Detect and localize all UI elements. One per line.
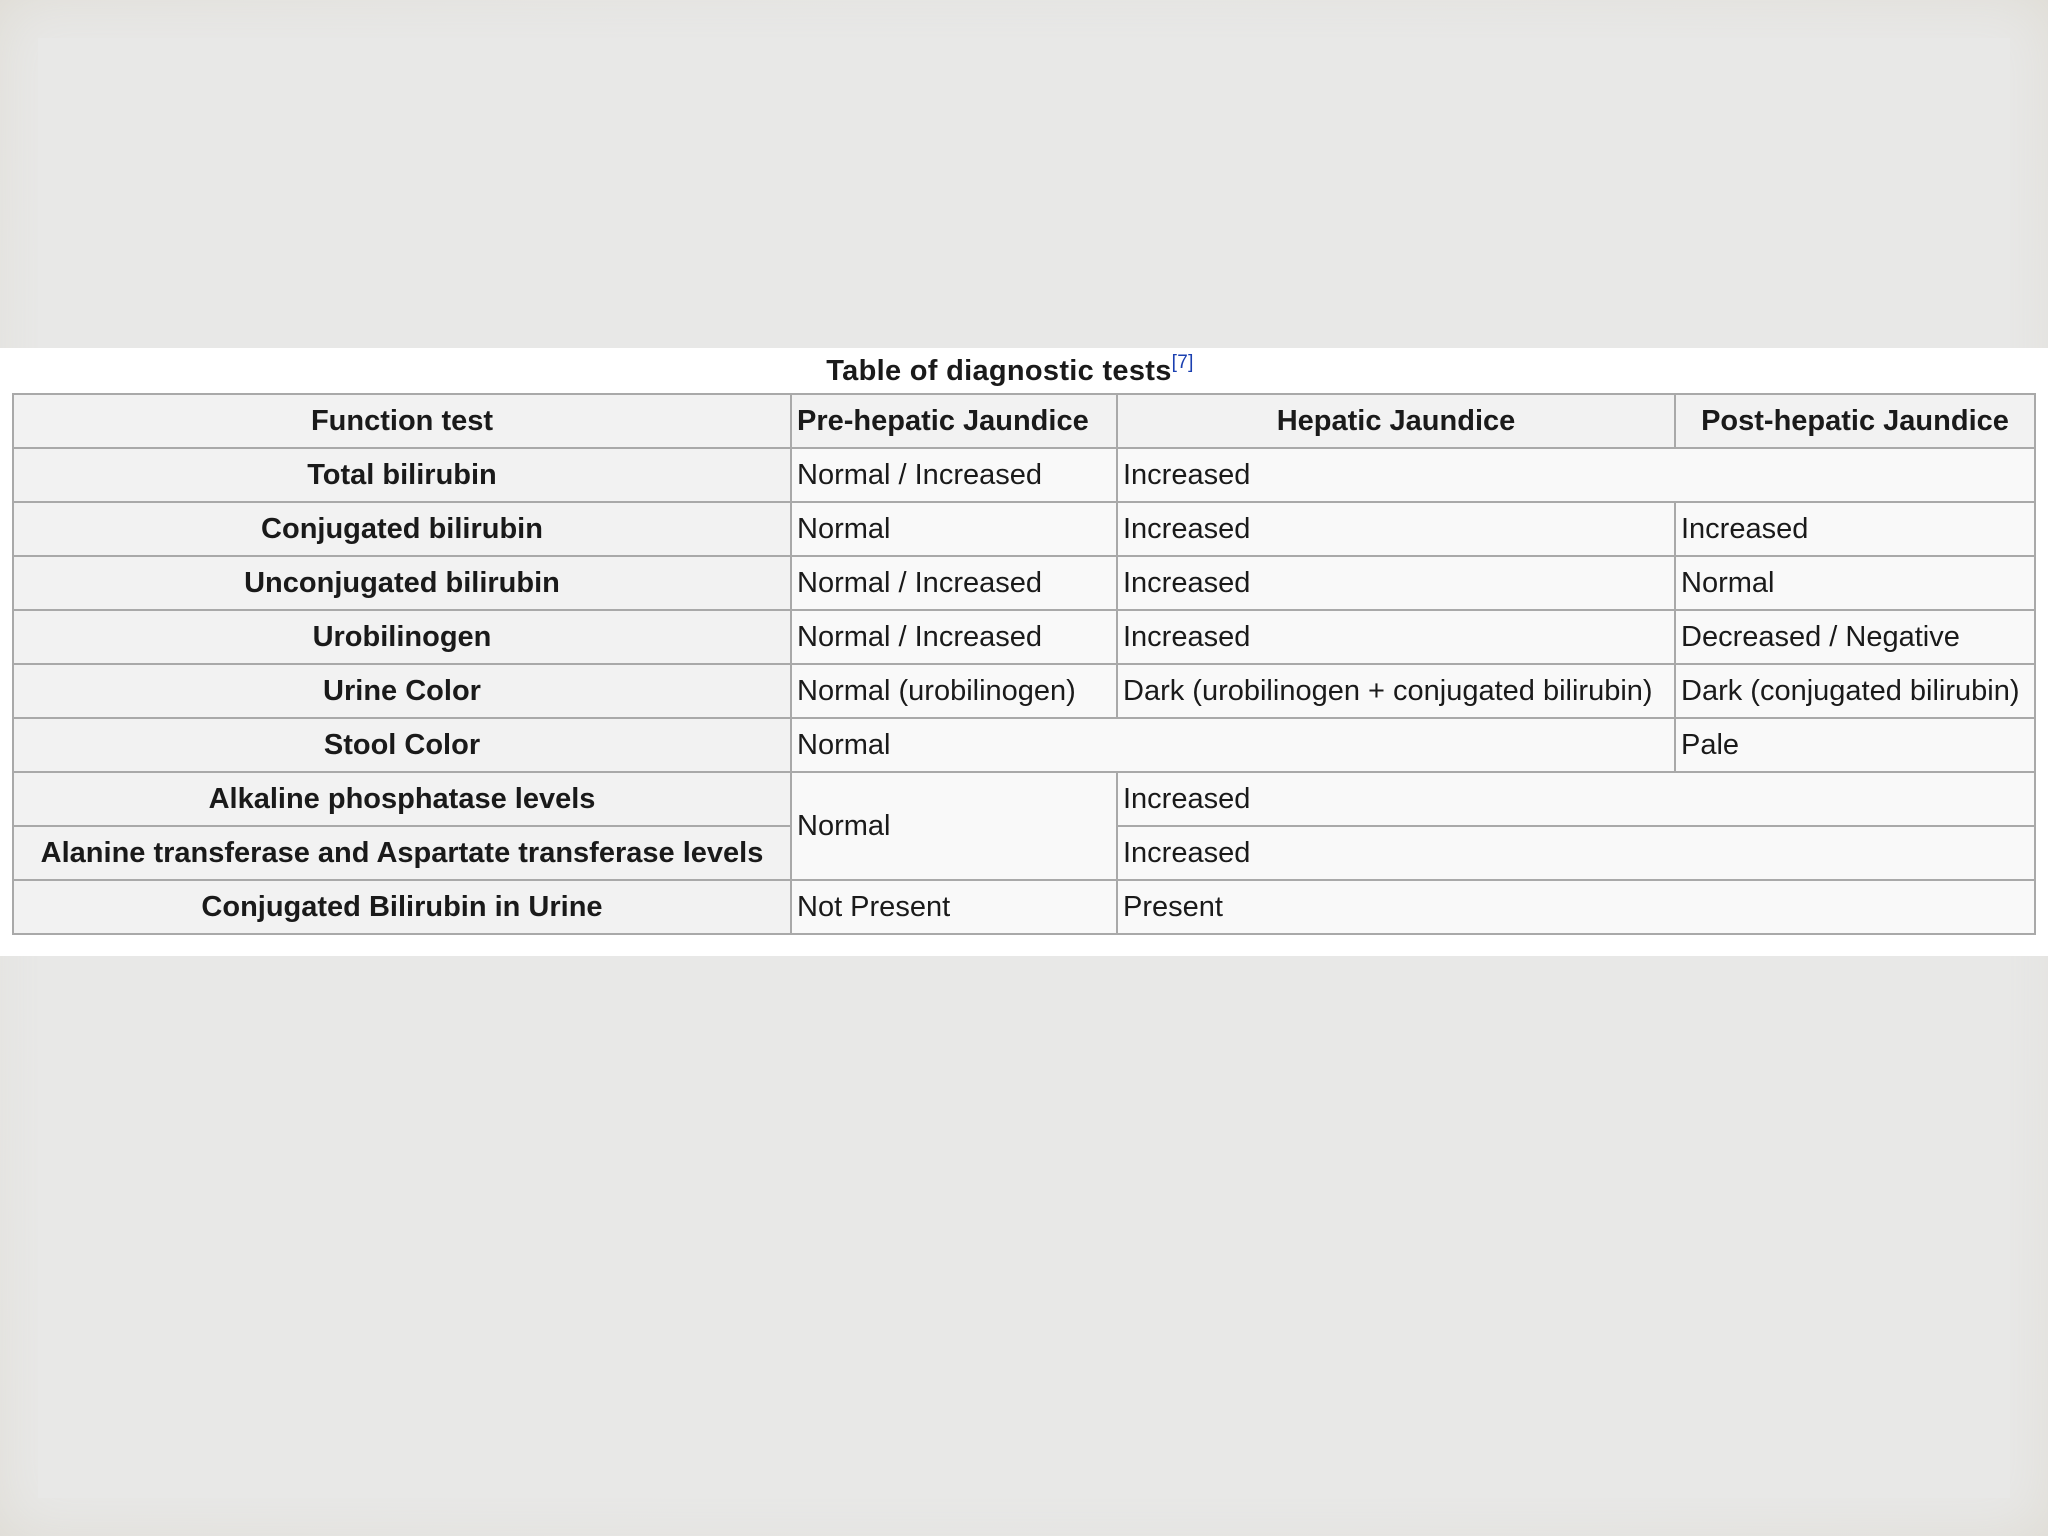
table-caption-text: Table of diagnostic tests bbox=[826, 355, 1172, 387]
cell-post-hepatic: Decreased / Negative bbox=[1675, 610, 2035, 664]
row-label-conjugated-bilirubin-urine: Conjugated Bilirubin in Urine bbox=[13, 880, 791, 934]
cell-pre-hepatic: Not Present bbox=[791, 880, 1117, 934]
cell-pre-hepatic: Normal / Increased bbox=[791, 448, 1117, 502]
header-function-test: Function test bbox=[13, 394, 791, 448]
cell-hepatic: Dark (urobilinogen + conjugated bilirubin) bbox=[1117, 664, 1675, 718]
row-label-urine-color: Urine Color bbox=[13, 664, 791, 718]
cell-hepatic-post-hepatic: Increased bbox=[1117, 826, 2035, 880]
diagnostic-tests-table bbox=[12, 393, 2036, 935]
table-row bbox=[13, 772, 2035, 826]
row-label-unconjugated-bilirubin: Unconjugated bilirubin bbox=[13, 556, 791, 610]
cell-post-hepatic: Normal bbox=[1675, 556, 2035, 610]
table-row bbox=[13, 718, 2035, 772]
table-row bbox=[13, 448, 2035, 502]
cell-pre-hepatic-hepatic: Normal bbox=[791, 718, 1675, 772]
table-header-row bbox=[13, 394, 2035, 448]
cell-post-hepatic: Increased bbox=[1675, 502, 2035, 556]
cell-hepatic: Increased bbox=[1117, 610, 1675, 664]
row-label-stool-color: Stool Color bbox=[13, 718, 791, 772]
table-row bbox=[13, 880, 2035, 934]
cell-post-hepatic: Pale bbox=[1675, 718, 2035, 772]
cell-pre-hepatic: Normal bbox=[791, 502, 1117, 556]
table-row bbox=[13, 610, 2035, 664]
diagnostic-table-panel bbox=[0, 348, 2048, 956]
row-label-alt-ast: Alanine transferase and Aspartate transferase levels bbox=[13, 826, 791, 880]
cell-pre-hepatic: Normal (urobilinogen) bbox=[791, 664, 1117, 718]
header-pre-hepatic: Pre-hepatic Jaundice bbox=[791, 394, 1117, 448]
header-post-hepatic: Post-hepatic Jaundice bbox=[1675, 394, 2035, 448]
table-row bbox=[13, 502, 2035, 556]
row-label-total-bilirubin: Total bilirubin bbox=[13, 448, 791, 502]
row-label-conjugated-bilirubin: Conjugated bilirubin bbox=[13, 502, 791, 556]
cell-hepatic-post-hepatic: Increased bbox=[1117, 448, 2035, 502]
cell-pre-hepatic: Normal / Increased bbox=[791, 556, 1117, 610]
table-row bbox=[13, 664, 2035, 718]
table-caption bbox=[0, 348, 2020, 394]
cell-post-hepatic: Dark (conjugated bilirubin) bbox=[1675, 664, 2035, 718]
cell-hepatic: Increased bbox=[1117, 556, 1675, 610]
cell-hepatic-post-hepatic: Increased bbox=[1117, 772, 2035, 826]
cell-hepatic-post-hepatic: Present bbox=[1117, 880, 2035, 934]
row-label-urobilinogen: Urobilinogen bbox=[13, 610, 791, 664]
header-hepatic: Hepatic Jaundice bbox=[1117, 394, 1675, 448]
cell-hepatic: Increased bbox=[1117, 502, 1675, 556]
row-label-alkaline-phosphatase: Alkaline phosphatase levels bbox=[13, 772, 791, 826]
table-row bbox=[13, 556, 2035, 610]
cell-pre-hepatic-shared: Normal bbox=[791, 772, 1117, 880]
cell-pre-hepatic: Normal / Increased bbox=[791, 610, 1117, 664]
caption-reference-link[interactable]: [7] bbox=[1171, 352, 1194, 373]
